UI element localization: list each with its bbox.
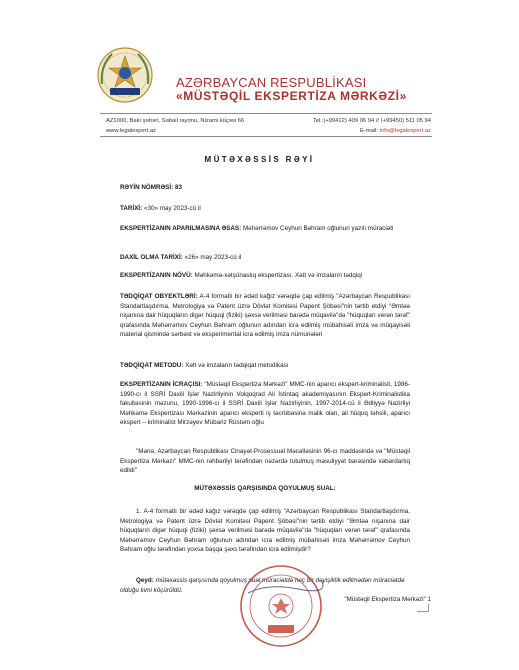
document-title: MÜTƏXƏSSİS RƏYİ <box>204 155 315 164</box>
org-title: AZƏRBAYCAN RESPUBLİKASI <box>176 75 367 90</box>
email-link[interactable]: info@legalexpert.az <box>379 128 431 134</box>
research-method-label: TƏDQİQAT METODU: <box>120 362 184 369</box>
research-objects <box>120 292 410 340</box>
report-date-label: TARİXİ: <box>120 205 143 212</box>
header-rule-bottom <box>100 136 432 137</box>
expertise-executor-label: EKSPERTİZANIN İCRAÇISI: <box>120 381 203 388</box>
research-method <box>120 361 410 371</box>
received-date-label: DAXİL OLMA TARİXİ: <box>120 254 183 261</box>
responsibility-statement: "Mənə, Azərbaycan Respublikası Cinayət-Prosessual Məcəlləsinin 96-cı maddəsində və "Müstəqil Ekspertiza Mərkəzi" MMC-nin rəhbərliyi tərəfindən nəzərdə tutulmuş məsuliyyət barəsində xəbərdarlıq edildi" <box>120 448 410 475</box>
report-date-value: «30» may 2023-cü il <box>144 205 201 212</box>
report-number-value: 83 <box>174 184 182 191</box>
page-corner-mark <box>417 604 429 612</box>
expertise-executor <box>120 380 410 428</box>
report-date <box>120 204 410 214</box>
research-method-value: Xətt və imzaların tədqiqat metodikası <box>185 362 289 369</box>
expertise-basis-value: Məhərrəmov Ceyhun Bəhram oğlunun yazılı müraciəti <box>242 225 394 232</box>
report-number <box>120 183 410 193</box>
expertise-type-label: EKSPERTİZANIN NÖVÜ: <box>120 272 193 279</box>
received-date <box>120 253 410 263</box>
received-date-value: «26» may 2023-cü il <box>184 254 242 261</box>
expertise-basis <box>120 224 410 234</box>
question-heading-text: MÜTƏXƏSSİS QARŞISINDA QOYULMUŞ SUAL: <box>194 485 336 492</box>
note-text: mütəxəssis qarşısında qoyulmuş sual müraciətdə heç bir dəyişiklik edilmədən müraciətdə olduğu kimi köçürüldü. <box>120 577 405 594</box>
expertise-type <box>120 271 410 281</box>
question-text: 1. A-4 formatlı bir ədəd kağız vərəqdə çap edilmiş "Azərbaycan Respublikası Standartlaşdırma, Metrologiya və Patent üzrə Dövlət Komitəsi Papent Şöbəsi"nin tərtib etdiyi "Əmtəə nişanına dair hüquqların digər hüquqi (fiziki) şəxsə verilməsi barədə müqavilə"də "hüquqları verən tərəf" qrafasında Məhərrəmov Ceyhun Bəhram oğlunun adından icra edilmiş mübahisəli imza Məhərrəmov Ceyhun Bəhram oğlu tərəfindən yoxsa başqa şəxs tərəfindən icra edilmişdir? <box>120 508 410 554</box>
expertise-basis-label: EKSPERTİZANIN APARILMASINA ƏSAS: <box>120 225 242 232</box>
round-seal-stamp-icon <box>238 563 324 649</box>
note-label: Qeyd: <box>136 577 154 584</box>
expertise-executor-value: "Müstəqil Ekspertiza Mərkəzi" MMC-nin aparıcı ekspert-kriminalisti, 1986-1990-cı il SSRİ Daxili İşlər Nazirliyinin Volqoqrad Ali İstintaq akademiyasının Ekspert-Kriminalistika fakultəsinin məzunu, 1990-1996-cı il SSRİ Daxili İşlər Nazirliyinin, 1997-2014-cü il Ədliyyə Nazirliyi Məhkəmə Ekspertizası Mərkəzinin aparıcı eksperti iş təcrübəsinə malik olan, ali hüquq təhsili, aparıcı ekspert – kriminalist Mirzəyev Mübariz Rüstəm oğlu <box>120 381 411 427</box>
question-heading <box>120 484 410 494</box>
report-number-label: RƏYİN NÖMRƏSİ: <box>120 184 174 191</box>
address-block <box>106 116 244 136</box>
email-label: E-mail: <box>360 128 379 134</box>
footer-page-label: "Müstəqil Ekspertiza Mərkəzi" 1 <box>344 596 431 603</box>
research-objects-label: TƏDQİQAT OBYEKTLƏRİ: <box>120 293 198 300</box>
contact-block <box>313 116 431 136</box>
org-subtitle: «MÜSTƏQİL EKSPERTİZA MƏRKƏZİ» <box>176 89 407 103</box>
header-rule-top <box>100 113 432 114</box>
expertise-type-value: Məhkəmə-xətşünaslıq ekspertizası. Xətt və imzaların tədqiqi <box>194 272 363 279</box>
website-link[interactable]: www.legalexpert.az <box>106 128 156 134</box>
email-line <box>313 126 431 136</box>
research-objects-value: A-4 formatlı bir ədəd kağız vərəqdə çap edilmiş "Azərbaycan Respublikası Standartlaşdırma, Metrologiya və Patent üzrə Dövlət Komitəsi Papent Şöbəsi"nin tərtib etdiyi "Əmtəə nişanına dair hüquqların digər hüquqi (fiziki) şəxsə verilməsi barədə müqavilə"də "hüquqları verən tərəf" qrafasında Məhərrəmov Ceyhun Bəhram oğlunun adından icra edilmiş mübahisəli imza və müqayisəli material qismində sərbəst və eksperimental icra edilmiş imza nümunələri <box>120 293 410 339</box>
state-emblem-icon <box>96 44 154 106</box>
address-line: AZ1000, Bakı şəhəri, Səbail rayonu, Nizami küçəsi 66 <box>106 118 245 124</box>
phone-line: Tel.:(+99412) 409 06 94 // (+99450) 511 05 94 <box>312 118 431 124</box>
